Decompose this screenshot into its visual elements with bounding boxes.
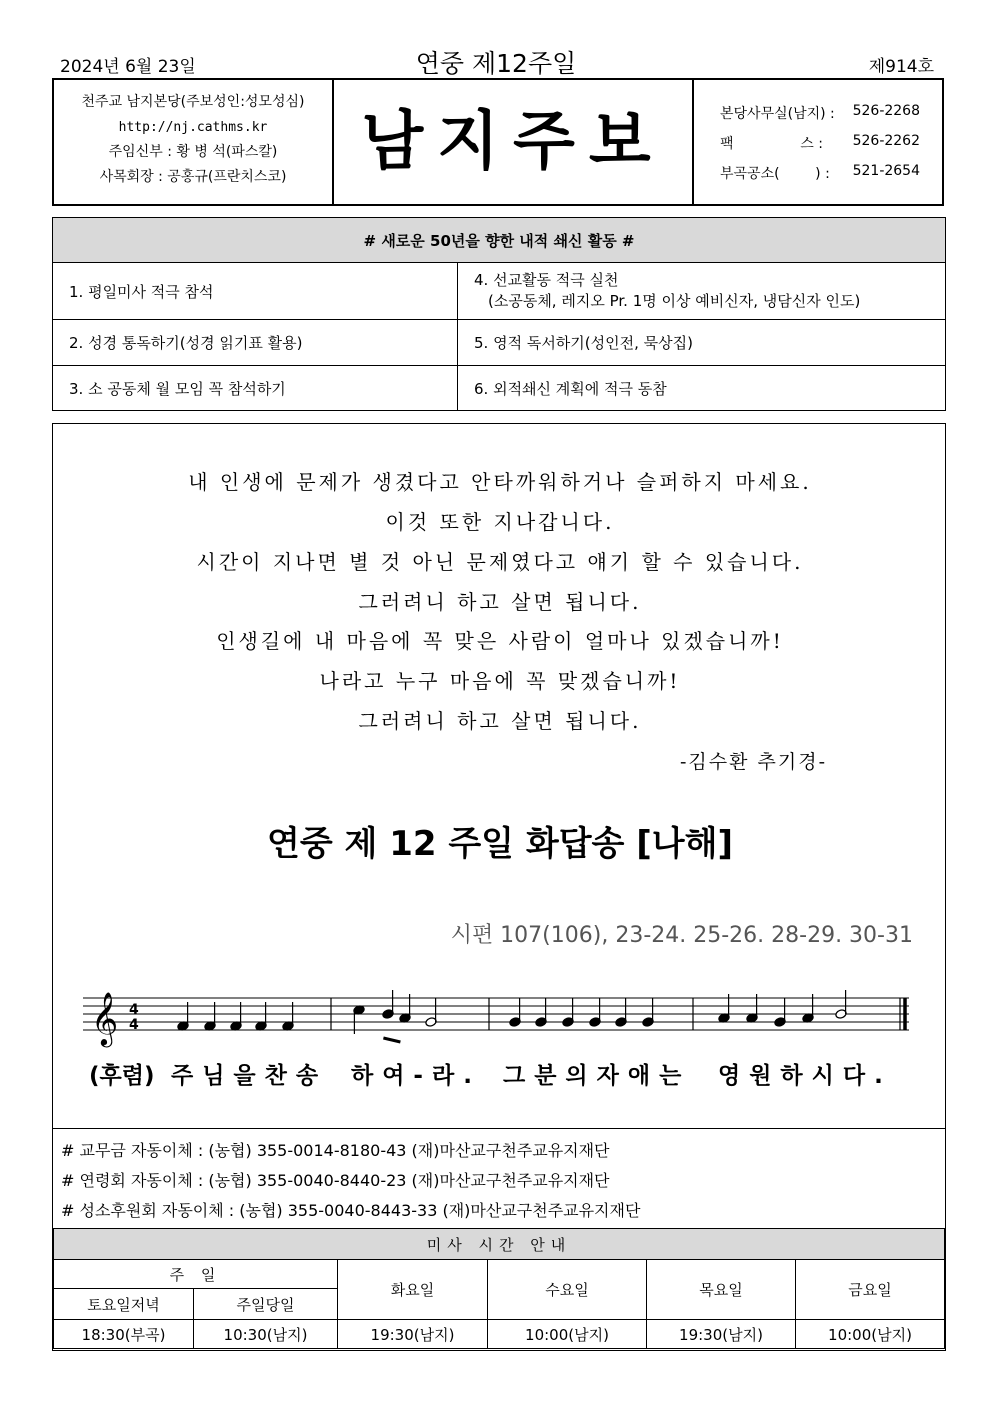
bank-transfer-line: # 교무금 자동이체 : (농협) 355-0014-8180-43 (재)마산교구천주교유지재단 (61, 1141, 610, 1160)
mass-time: 19:30(남지) (647, 1320, 796, 1349)
contact-fax (720, 133, 920, 153)
parish-name: 천주교 남지본당(주보성인:성모성심) (81, 94, 305, 110)
table-row (53, 320, 946, 366)
poem-line: 그러려니 하고 살면 됩니다. (358, 590, 642, 614)
lyrics-segment: 주님을찬송 (171, 1063, 328, 1089)
activity-table (52, 217, 946, 411)
time-signature-bottom: 4 (129, 1017, 139, 1033)
bank-transfer-line: # 성소후원회 자동이체 : (농협) 355-0040-8443-33 (재)마산교구천주교유지재단 (61, 1201, 641, 1220)
activity-heading: # 새로운 50년을 향한 내적 쇄신 활동 # (53, 218, 946, 263)
activity-item: 5. 영적 독서하기(성인전, 묵상집) (458, 320, 946, 366)
sunday-title: 연중 제12주일 (415, 49, 577, 78)
poem-line: 시간이 지나면 별 것 아닌 문제였다고 얘기 할 수 있습니다. (196, 550, 804, 574)
bulletin-date: 2024년 6월 23일 (60, 57, 196, 77)
lyrics-refrain-label: (후렴) (89, 1063, 155, 1089)
poem-line: 내 인생에 문제가 생겼다고 안타까워하거나 슬퍼하지 마세요. (188, 470, 812, 494)
poem-line: 인생길에 내 마음에 꼭 맞은 사람이 얼마나 있겠습니까! (216, 629, 784, 653)
bulletin-name: 남지주보 (361, 104, 665, 179)
parish-info (54, 80, 334, 204)
masthead (52, 78, 944, 206)
column-header: 화요일 (338, 1260, 488, 1320)
column-header: 토요일저녁 (54, 1289, 194, 1320)
note-beam (383, 1038, 400, 1042)
activity-item: 3. 소 공동체 월 모임 꼭 참석하기 (53, 366, 458, 411)
activity-item: 6. 외적쇄신 계획에 적극 동참 (458, 366, 946, 411)
contact-value: 526-2268 (852, 103, 920, 119)
column-header: 금요일 (796, 1260, 945, 1320)
divider (53, 1128, 945, 1129)
contact-info (692, 80, 944, 204)
bank-transfer-line: # 연령회 자동이체 : (농협) 355-0040-8440-23 (재)마산교구천주교유지재단 (61, 1171, 610, 1190)
treble-clef-icon: 𝄞 (91, 991, 119, 1045)
mass-time: 10:00(남지) (488, 1320, 647, 1349)
contact-value: 521-2654 (852, 163, 920, 179)
activity-item-line: (소공동체, 레지오 Pr. 1명 이상 예비신자, 냉담신자 인도) (488, 292, 861, 310)
poem-author: -김수환 추기경- (679, 751, 827, 773)
activity-item (458, 263, 946, 320)
poem-line: 그러려니 하고 살면 됩니다. (358, 709, 642, 733)
column-header: 목요일 (647, 1260, 796, 1320)
contact-bugok (720, 163, 920, 183)
mass-table-heading: 미사 시간 안내 (54, 1229, 945, 1260)
contact-label: 부곡공소( ) : (720, 166, 830, 182)
poem-line: 이것 또한 지나갑니다. (385, 510, 615, 534)
pastor-name: 주임신부 : 황 병 석(파스칼) (108, 144, 278, 160)
poem-line: 나라고 누구 마음에 꼭 맞겠습니까! (319, 669, 681, 693)
psalm-reference: 시편 107(106), 23-24. 25-26. 28-29. 30-31 (450, 923, 913, 948)
table-row (53, 366, 946, 411)
activity-item: 2. 성경 통독하기(성경 읽기표 활용) (53, 320, 458, 366)
lyrics-segment: 영원하시다. (718, 1063, 892, 1089)
lyrics-segment: 하여-라. (351, 1063, 481, 1089)
contact-label: 본당사무실(남지) : (720, 106, 835, 122)
table-row (53, 263, 946, 320)
music-score (83, 984, 913, 1056)
column-header: 주 일 (54, 1260, 338, 1289)
contact-value: 526-2262 (852, 133, 920, 149)
column-header: 수요일 (488, 1260, 647, 1320)
parish-url[interactable]: http://nj.cathms.kr (118, 120, 268, 135)
time-signature-top: 4 (129, 1002, 139, 1018)
table-row (54, 1260, 945, 1289)
council-head: 사목회장 : 공홍규(프란치스코) (99, 169, 287, 185)
activity-item-line: 4. 선교활동 적극 실천 (474, 271, 619, 289)
mass-time: 10:00(남지) (796, 1320, 945, 1349)
mass-time: 19:30(남지) (338, 1320, 488, 1349)
table-row (54, 1320, 945, 1349)
issue-number: 제914호 (868, 57, 934, 77)
contact-label: 팩 스 : (720, 136, 823, 152)
mass-time-table (53, 1228, 945, 1349)
psalm-title: 연중 제 12 주일 화답송 [나해] (266, 824, 734, 864)
mass-time: 10:30(남지) (194, 1320, 338, 1349)
lyrics-segment: 그분의자애는 (503, 1063, 691, 1089)
mass-time: 18:30(부곡) (54, 1320, 194, 1349)
activity-item: 1. 평일미사 적극 참석 (53, 263, 458, 320)
column-header: 주일당일 (194, 1289, 338, 1320)
contact-office (720, 103, 920, 123)
main-content (52, 423, 946, 1351)
